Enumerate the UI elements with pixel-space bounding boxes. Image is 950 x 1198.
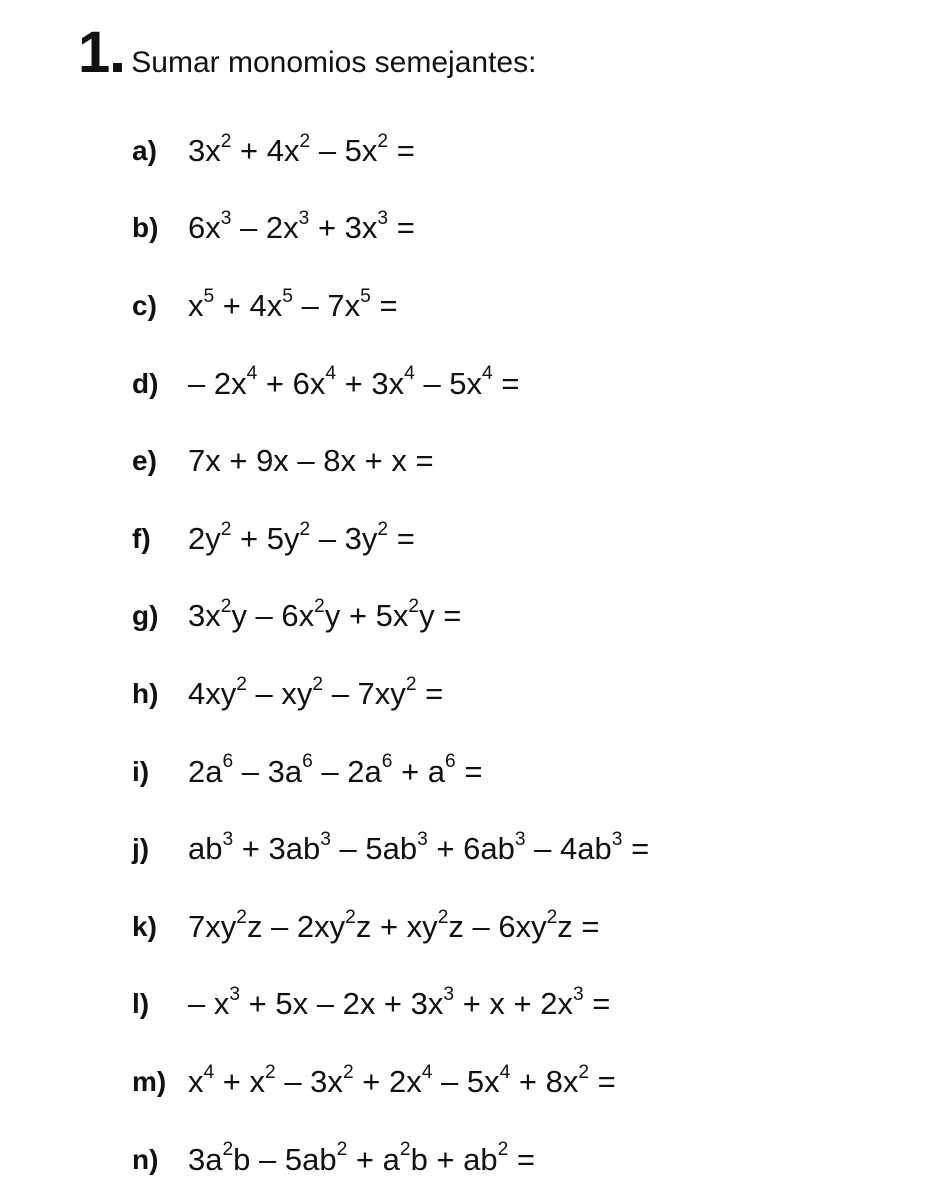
exponent: 4 [499, 1061, 511, 1083]
exercise-expression: $3a^2b - 5ab^2 + a^2b + ab^2$ = [188, 1139, 536, 1177]
exercise-item [132, 888, 649, 966]
exponent: 2 [437, 906, 449, 928]
exercise-item [132, 655, 649, 733]
exponent: 5 [203, 285, 215, 307]
exponent: 2 [546, 906, 558, 928]
exercise-title: Sumar monomios semejantes: [131, 46, 537, 79]
exponent: 6 [381, 751, 393, 773]
exercise-expression: – $x^3 + 5x - 2x + 3x^3 + x + 2x^3$ = [188, 984, 611, 1022]
exercise-expression: – $2x^4 + 6x^4 + 3x^4 - 5x^4$ = [188, 363, 520, 401]
exponent: 3 [514, 828, 526, 850]
exponent: 3 [443, 984, 455, 1006]
exponent: 2 [497, 1139, 509, 1161]
exponent: 2 [220, 518, 232, 540]
exponent: 3 [220, 208, 232, 230]
exercise-header [78, 20, 537, 104]
exercise-item [132, 1043, 649, 1121]
exercise-expression: $x^4 + x^2 - 3x^2 + 2x^4 - 5x^4 + 8x^2$ = [188, 1061, 616, 1099]
exponent: 2 [377, 518, 389, 540]
exercise-item [132, 500, 649, 578]
exercise-label: f) [132, 522, 151, 554]
exercise-item [132, 112, 649, 190]
exponent: 3 [377, 208, 389, 230]
exponent: 6 [222, 751, 234, 773]
exponent: 6 [302, 751, 313, 773]
exponent: 2 [342, 1061, 354, 1083]
exercise-expression: $2a^6 - 3a^6 - 2a^6 + a^6$ = [188, 751, 483, 789]
exercise-item [132, 733, 649, 811]
exponent: 2 [578, 1061, 590, 1083]
exponent: 5 [360, 285, 371, 307]
exercise-expression: $6x^3 - 2x^3 + 3x^3$ = [188, 208, 415, 246]
exponent: 2 [405, 673, 417, 695]
exponent: 4 [203, 1061, 215, 1083]
exponent: 2 [377, 130, 389, 152]
exercise-expression: $3x^2 + 4x^2 - 5x^2$ = [188, 130, 415, 168]
exercise-expression: $3x^2y - 6x^2y + 5x^2y$ = [188, 596, 462, 634]
exercise-label: i) [132, 755, 150, 787]
exponent: 5 [282, 285, 293, 307]
exercise-label: d) [132, 367, 159, 399]
exponent: 3 [573, 984, 584, 1006]
exponent: 2 [408, 596, 420, 618]
exercise-item [132, 267, 649, 345]
exercise-label: j) [132, 833, 150, 865]
exponent: 2 [345, 906, 356, 928]
exponent: 2 [222, 1139, 234, 1161]
exercise-label: c) [132, 289, 157, 321]
exponent: 6 [445, 751, 456, 773]
exercise-number: 1 [78, 20, 111, 85]
exponent: 4 [421, 1061, 433, 1083]
exercise-label: h) [132, 677, 159, 709]
exponent: 2 [265, 1061, 276, 1083]
exponent: 3 [611, 828, 623, 850]
exponent: 3 [222, 828, 234, 850]
exercise-list [132, 112, 649, 1198]
exponent: 2 [236, 906, 247, 928]
exponent: 4 [246, 363, 258, 385]
exercise-expression: $2y^2 + 5y^2 - 3y^2$ = [188, 518, 415, 556]
exercise-item [132, 345, 649, 423]
exercise-label: b) [132, 212, 159, 244]
exponent: 2 [314, 596, 325, 618]
exponent: 3 [229, 984, 241, 1006]
exercise-item [132, 578, 649, 656]
exercise-label: l) [132, 988, 150, 1020]
exponent: 2 [312, 673, 324, 695]
exercise-label: g) [132, 600, 159, 632]
exercise-item [132, 966, 649, 1044]
exponent: 3 [320, 828, 331, 850]
exercise-expression: 7x + 9x – 8x + x = [188, 443, 434, 479]
exercise-item [132, 190, 649, 268]
exercise-expression: $4xy^2 - xy^2 - 7xy^2$ = [188, 673, 444, 711]
exponent: 3 [298, 208, 310, 230]
exponent: 2 [220, 596, 232, 618]
exercise-label: k) [132, 910, 157, 942]
exercise-item [132, 1121, 649, 1198]
exercise-expression: $7xy^2z - 2xy^2z + xy^2z - 6xy^2z$ = [188, 906, 600, 944]
bullet-dot [113, 63, 122, 72]
exercise-label: m) [132, 1065, 167, 1097]
exponent: 2 [299, 518, 311, 540]
exponent: 2 [220, 130, 232, 152]
exponent: 2 [399, 1139, 411, 1161]
exponent: 4 [325, 363, 337, 385]
exercise-expression: $x^5 + 4x^5 - 7x^5$ = [188, 285, 398, 323]
exercise-label: e) [132, 445, 157, 477]
exercise-label: a) [132, 134, 157, 166]
exponent: 3 [417, 828, 428, 850]
exponent: 2 [299, 130, 311, 152]
exercise-label: n) [132, 1143, 159, 1175]
exercise-item [132, 422, 649, 500]
exercise-item [132, 810, 649, 888]
exponent: 2 [336, 1139, 348, 1161]
exercise-expression: $ab^3 + 3ab^3 - 5ab^3 + 6ab^3 - 4ab^3$ = [188, 828, 650, 867]
exponent: 4 [404, 363, 415, 385]
exponent: 2 [236, 673, 247, 695]
exponent: 4 [482, 363, 493, 385]
